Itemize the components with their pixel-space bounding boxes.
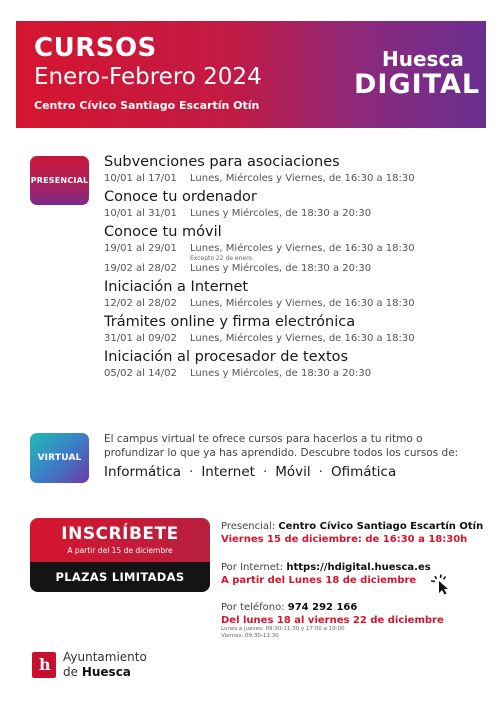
topic-separator: · [318, 464, 323, 480]
logo-line2: de Huesca [63, 665, 131, 679]
session-dates: 05/02 al 14/02 [104, 368, 177, 379]
phone-when: Del lunes 18 al viernes 22 de diciembre [221, 615, 444, 626]
virtual-topic: Móvil [275, 464, 311, 480]
session-dates: 10/01 al 17/01 [104, 173, 177, 184]
phone-number[interactable]: 974 292 166 [287, 602, 358, 613]
course-title: Conoce tu móvil [104, 224, 222, 240]
session-days: Lunes, Miércoles y Viernes, de 16:30 a 18:30 [190, 173, 415, 184]
virtual-topic: Informática [104, 464, 182, 480]
virtual-description: El campus virtual te ofrece cursos para hacerlos a tu ritmo o profundizar lo que ya has aprendido. Descubre todos los cursos de: [104, 433, 459, 459]
session-days: Lunes y Miércoles, de 18:30 a 20:30 [190, 368, 372, 379]
course-item [104, 188, 484, 220]
course-title: Iniciación al procesador de textos [104, 349, 349, 365]
course-session [104, 172, 484, 185]
course-session [104, 242, 484, 255]
session-days: Lunes y Miércoles, de 18:30 a 20:30 [190, 263, 372, 274]
huesca-digital-logo [348, 47, 481, 107]
course-list [104, 153, 484, 383]
header-period: Enero-Febrero 2024 [34, 64, 262, 90]
signup-box [30, 518, 210, 562]
session-days: Lunes, Miércoles y Viernes, de 16:30 a 18:30 [190, 298, 415, 309]
session-note: Excepto 22 de enero [190, 255, 253, 262]
course-item [104, 313, 484, 345]
phone-hours-2: Viernes: 09:30-11:30 [221, 633, 279, 639]
info-presencial [221, 521, 491, 545]
internet-label: Por Internet: [221, 562, 284, 573]
internet-url[interactable]: https://hdigital.huesca.es [286, 562, 431, 573]
header-banner [16, 21, 486, 128]
phone-hours-1: Lunes a jueves: 09:30-11:30 y 17:00 a 19:00 [221, 626, 345, 632]
presencial-place: Centro Cívico Santiago Escartín Otín [278, 521, 484, 532]
signup-subtitle: A partir del 15 de diciembre [67, 546, 173, 555]
topic-separator: · [262, 464, 268, 480]
virtual-topics [104, 464, 396, 480]
limited-places-badge: PLAZAS LIMITADAS [30, 562, 210, 592]
info-phone [221, 602, 491, 640]
presencial-tag: PRESENCIAL [30, 156, 89, 205]
course-title: Conoce tu ordenador [104, 189, 257, 205]
course-title: Trámites online y firma electrónica [104, 314, 356, 330]
internet-when: A partir del Lunes 18 de diciembre [221, 575, 417, 586]
topic-separator: · [189, 464, 194, 480]
phone-label: Por teléfono: [221, 602, 285, 613]
course-item [104, 348, 484, 380]
course-session [104, 297, 484, 310]
session-days: Lunes, Miércoles y Viernes, de 16:30 a 18:30 [190, 243, 415, 254]
course-session [104, 207, 484, 220]
session-days: Lunes y Miércoles, de 18:30 a 20:30 [190, 208, 372, 219]
virtual-tag: VIRTUAL [30, 433, 89, 483]
brand-main: DIGITAL [354, 69, 481, 100]
course-session [104, 367, 484, 380]
course-title: Subvenciones para asociaciones [104, 154, 340, 170]
signup-title: INSCRÍBETE [61, 524, 179, 544]
course-title: Iniciación a Internet [104, 279, 249, 295]
header-title: CURSOS [34, 33, 157, 63]
session-dates: 10/01 al 31/01 [104, 208, 177, 219]
virtual-topic: Ofimática [330, 464, 397, 480]
session-days: Lunes, Miércoles y Viernes, de 16:30 a 18:30 [190, 333, 415, 344]
ayuntamiento-logo [32, 650, 192, 682]
session-dates: 31/01 al 09/02 [104, 333, 177, 344]
logo-line1: Ayuntamiento [63, 650, 147, 664]
presencial-label: Presencial: [221, 521, 276, 532]
header-venue: Centro Cívico Santiago Escartín Otín [34, 99, 260, 112]
session-dates: 19/01 al 29/01 [104, 243, 177, 254]
course-item [104, 153, 484, 185]
ayuntamiento-mark-icon: h [32, 652, 56, 678]
session-dates: 12/02 al 28/02 [104, 298, 177, 309]
presencial-when: Viernes 15 de diciembre: de 16:30 a 18:30h [221, 534, 468, 545]
cursor-click-icon [430, 573, 452, 595]
course-item [104, 223, 484, 275]
brand-top: Huesca [382, 47, 464, 71]
session-dates: 19/02 al 28/02 [104, 263, 177, 274]
course-session [104, 332, 484, 345]
course-session [104, 262, 484, 275]
virtual-topic: Internet [201, 464, 255, 480]
course-item [104, 278, 484, 310]
